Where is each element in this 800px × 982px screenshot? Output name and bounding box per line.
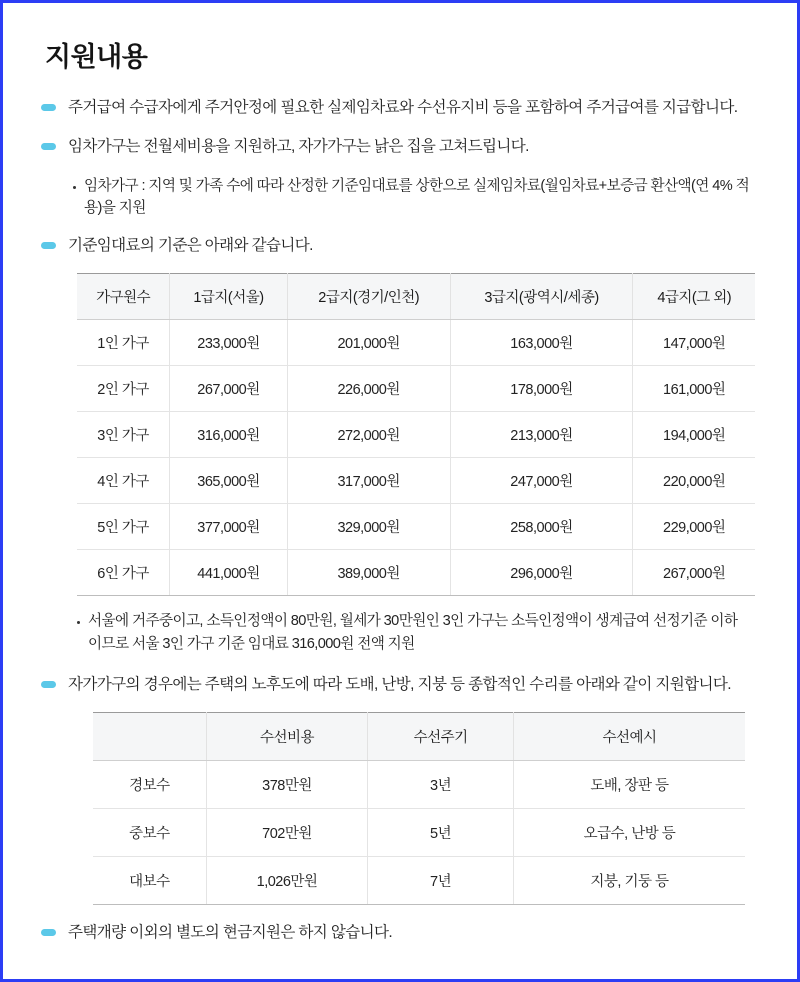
column-header: 4급지(그 외): [633, 273, 755, 319]
bullet-item-4: [41, 673, 763, 696]
cell: 233,000원: [170, 319, 288, 365]
column-header: 수선비용: [206, 713, 367, 761]
cell: 316,000원: [170, 411, 288, 457]
table-row: [77, 411, 755, 457]
cell: 178,000원: [450, 365, 633, 411]
table-header-row: [77, 273, 755, 319]
sub-note-2: [77, 610, 763, 655]
cell: 247,000원: [450, 457, 633, 503]
cell: 317,000원: [287, 457, 450, 503]
table-row: [93, 809, 745, 857]
table-row: [77, 503, 755, 549]
cell: 중보수: [93, 809, 206, 857]
column-header: 2급지(경기/인천): [287, 273, 450, 319]
dash-bullet-icon: [41, 242, 56, 249]
dot-bullet-icon: [73, 186, 76, 189]
dash-bullet-icon: [41, 929, 56, 936]
cell: 1,026만원: [206, 857, 367, 905]
cell: 161,000원: [633, 365, 755, 411]
bullet-text: 주거급여 수급자에게 주거안정에 필요한 실제임차료와 수선유지비 등을 포함하여 주거급여를 지급합니다.: [68, 99, 738, 116]
repair-support-table: [93, 712, 745, 905]
cell: 3인 가구: [77, 411, 170, 457]
cell: 1인 가구: [77, 319, 170, 365]
table-header-row: [93, 713, 745, 761]
cell: 267,000원: [170, 365, 288, 411]
table-row: [77, 365, 755, 411]
cell: 경보수: [93, 761, 206, 809]
rent-standard-table: [77, 273, 755, 596]
bullet-item-5: [41, 921, 763, 944]
cell: 지붕, 기둥 등: [513, 857, 745, 905]
column-header: 수선주기: [368, 713, 514, 761]
cell: 296,000원: [450, 549, 633, 595]
cell: 163,000원: [450, 319, 633, 365]
cell: 7년: [368, 857, 514, 905]
cell: 267,000원: [633, 549, 755, 595]
bullet-text: 주택개량 이외의 별도의 현금지원은 하지 않습니다.: [68, 924, 393, 942]
cell: 대보수: [93, 857, 206, 905]
column-header: 수선예시: [513, 713, 745, 761]
cell: 5년: [368, 809, 514, 857]
column-header: 3급지(광역시/세종): [450, 273, 633, 319]
table-row: [93, 857, 745, 905]
cell: 6인 가구: [77, 549, 170, 595]
column-header-blank: [93, 713, 206, 761]
bullet-item-2: [41, 135, 763, 158]
bullet-item-1: [41, 96, 763, 119]
cell: 272,000원: [287, 411, 450, 457]
cell: 389,000원: [287, 549, 450, 595]
bullet-text: 임차가구는 전월세비용을 지원하고, 자가가구는 낡은 집을 고쳐드립니다.: [68, 138, 529, 156]
table-row: [77, 457, 755, 503]
table-row: [93, 761, 745, 809]
cell: 2인 가구: [77, 365, 170, 411]
sub-note-text: 임차가구 : 지역 및 가족 수에 따라 산정한 기준임대료를 상한으로 실제임차료(월임차료+보증금 환산액(연 4% 적용)을 지원: [84, 177, 750, 217]
bullet-text: 기준임대료의 기준은 아래와 같습니다.: [68, 236, 313, 254]
cell: 147,000원: [633, 319, 755, 365]
cell: 213,000원: [450, 411, 633, 457]
cell: 441,000원: [170, 549, 288, 595]
cell: 3년: [368, 761, 514, 809]
cell: 365,000원: [170, 457, 288, 503]
cell: 220,000원: [633, 457, 755, 503]
cell: 329,000원: [287, 503, 450, 549]
bullet-item-3: [41, 234, 763, 257]
dash-bullet-icon: [41, 143, 56, 150]
cell: 229,000원: [633, 503, 755, 549]
table-row: [77, 549, 755, 595]
column-header: 1급지(서울): [170, 273, 288, 319]
sub-note-1: [73, 175, 763, 220]
cell: 5인 가구: [77, 503, 170, 549]
cell: 377,000원: [170, 503, 288, 549]
dot-bullet-icon: [77, 621, 80, 624]
cell: 201,000원: [287, 319, 450, 365]
page-title: 지원내용: [45, 42, 148, 72]
column-header: 가구원수: [77, 273, 170, 319]
cell: 378만원: [206, 761, 367, 809]
cell: 194,000원: [633, 411, 755, 457]
sub-note-text: 서울에 거주중이고, 소득인정액이 80만원, 월세가 30만원인 3인 가구는 소득인정액이 생계급여 선정기준 이하이므로 서울 3인 가구 기준 임대료 316,000원 전액 지원: [88, 612, 738, 652]
cell: 226,000원: [287, 365, 450, 411]
dash-bullet-icon: [41, 681, 56, 688]
cell: 도배, 장판 등: [513, 761, 745, 809]
cell: 258,000원: [450, 503, 633, 549]
dash-bullet-icon: [41, 104, 56, 111]
cell: 오급수, 난방 등: [513, 809, 745, 857]
table-row: [77, 319, 755, 365]
cell: 702만원: [206, 809, 367, 857]
bullet-text: 자가가구의 경우에는 주택의 노후도에 따라 도배, 난방, 지붕 등 종합적인 수리를 아래와 같이 지원합니다.: [68, 676, 731, 694]
cell: 4인 가구: [77, 457, 170, 503]
